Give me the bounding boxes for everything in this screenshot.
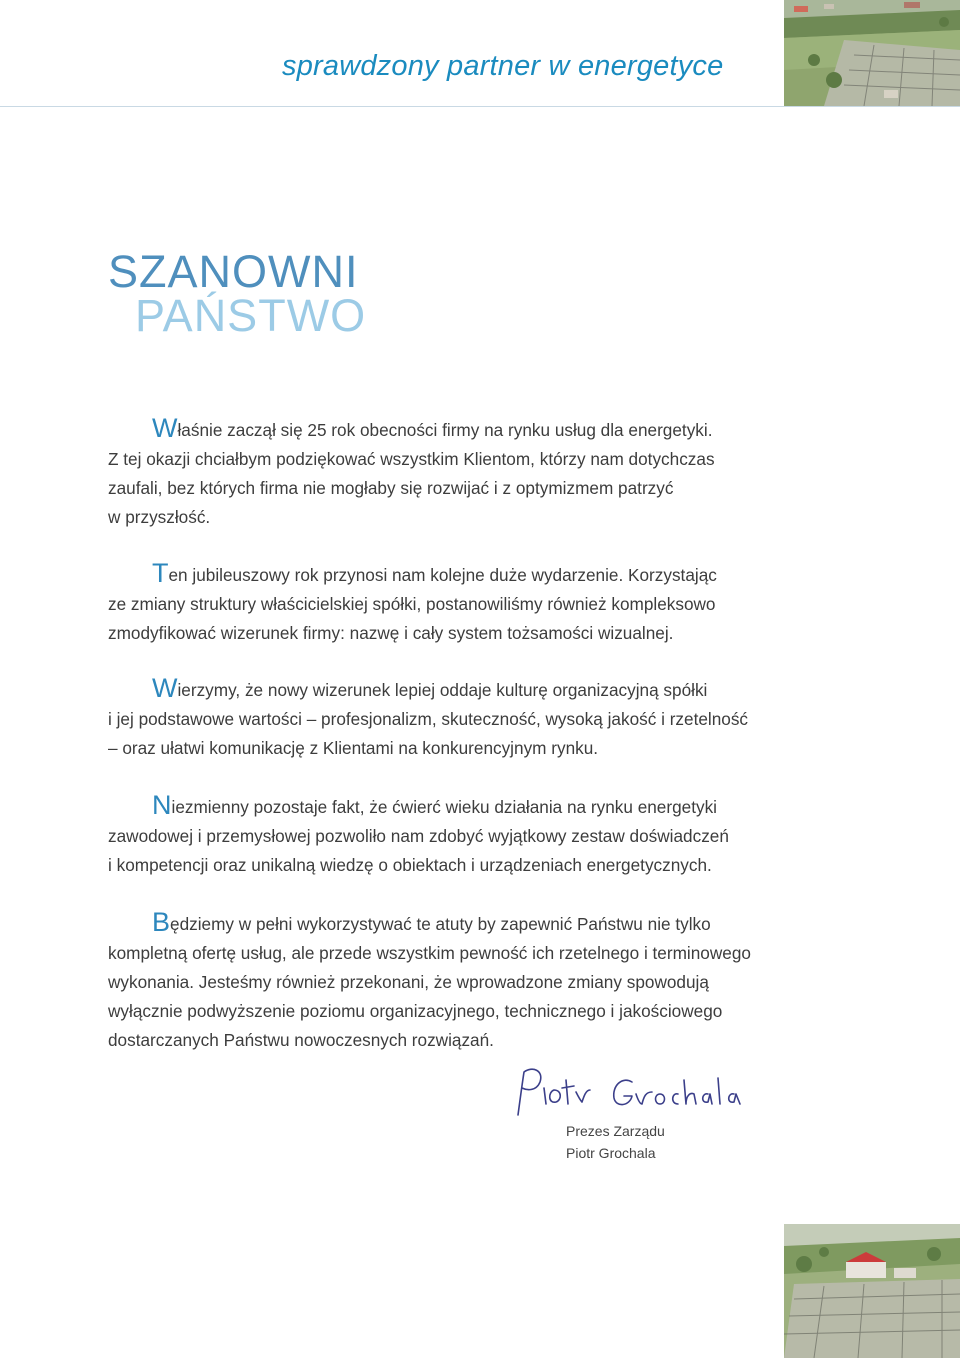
paragraph-initial: N bbox=[152, 790, 172, 820]
paragraph-initial: W bbox=[152, 673, 178, 703]
paragraph-line: kompletną ofertę usług, ale przede wszystkim pewność ich rzetelnego i terminowego bbox=[108, 943, 751, 963]
paragraph-text: iezmienny pozostaje fakt, że ćwierć wieku działania na rynku energetyki bbox=[171, 797, 717, 817]
paragraph-5 bbox=[108, 909, 788, 1055]
paragraph-line: wykonania. Jesteśmy również przekonani, że wprowadzone zmiany spowodują bbox=[108, 972, 709, 992]
paragraph-line: i kompetencji oraz unikalną wiedzę o obiektach i urządzeniach energetycznych. bbox=[108, 855, 712, 875]
paragraph-line bbox=[108, 415, 788, 445]
paragraph-4 bbox=[108, 792, 788, 880]
paragraph-text: łaśnie zaczął się 25 rok obecności firmy na rynku usług dla energetyki. bbox=[177, 420, 713, 440]
paragraph-line bbox=[108, 560, 788, 590]
paragraph-initial: W bbox=[152, 413, 178, 443]
paragraph-line: wyłącznie podwyższenie poziomu organizacyjnego, technicznego i jakościowego bbox=[108, 1001, 723, 1021]
paragraph-line: i jej podstawowe wartości – profesjonalizm, skuteczność, wysoką jakość i rzetelność bbox=[108, 709, 749, 729]
paragraph-2 bbox=[108, 560, 788, 648]
greeting-heading bbox=[108, 246, 367, 341]
paragraph-line: – oraz ułatwi komunikację z Klientami na konkurencyjnym rynku. bbox=[108, 738, 599, 758]
paragraph-line bbox=[108, 675, 788, 705]
signature-block bbox=[566, 1120, 665, 1164]
paragraph-text: ierzymy, że nowy wizerunek lepiej oddaje kulturę organizacyjną spółki bbox=[177, 680, 708, 700]
paragraph-line: dostarczanych Państwu nowoczesnych rozwiązań. bbox=[108, 1030, 494, 1050]
paragraph-line bbox=[108, 792, 788, 822]
tagline: sprawdzony partner w energetyce bbox=[282, 50, 724, 82]
greeting-line2: PAŃSTWO bbox=[135, 290, 367, 341]
paragraph-line: ze zmiany struktury właścicielskiej spółki, postanowiliśmy również kompleksowo bbox=[108, 594, 716, 614]
paragraph-1 bbox=[108, 415, 788, 532]
paragraph-initial: T bbox=[152, 558, 169, 588]
paragraph-line: Z tej okazji chciałbym podziękować wszystkim Klientom, którzy nam dotychczas bbox=[108, 449, 715, 469]
paragraph-text: en jubileuszowy rok przynosi nam kolejne duże wydarzenie. Korzystając bbox=[168, 565, 717, 585]
paragraph-text: ędziemy w pełni wykorzystywać te atuty by zapewnić Państwu nie tylko bbox=[170, 914, 711, 934]
signer-role: Prezes Zarządu bbox=[566, 1123, 665, 1139]
signer-name: Piotr Grochala bbox=[566, 1145, 656, 1161]
paragraph-initial: B bbox=[152, 907, 171, 937]
paragraph-line bbox=[108, 909, 788, 939]
paragraph-line: zaufali, bez których firma nie mogłaby się rozwijać i z optymizmem patrzyć bbox=[108, 478, 674, 498]
paragraph-line: zawodowej i przemysłowej pozwoliło nam zdobyć wyjątkowy zestaw doświadczeń bbox=[108, 826, 729, 846]
greeting-line1: SZANOWNI bbox=[108, 246, 359, 297]
paragraph-3 bbox=[108, 675, 788, 763]
paragraph-line: zmodyfikować wizerunek firmy: nazwę i cały system tożsamości wizualnej. bbox=[108, 623, 674, 643]
aerial-photo-bottom bbox=[784, 1224, 960, 1358]
paragraph-line: w przyszłość. bbox=[108, 507, 211, 527]
aerial-photo-top bbox=[784, 0, 960, 106]
